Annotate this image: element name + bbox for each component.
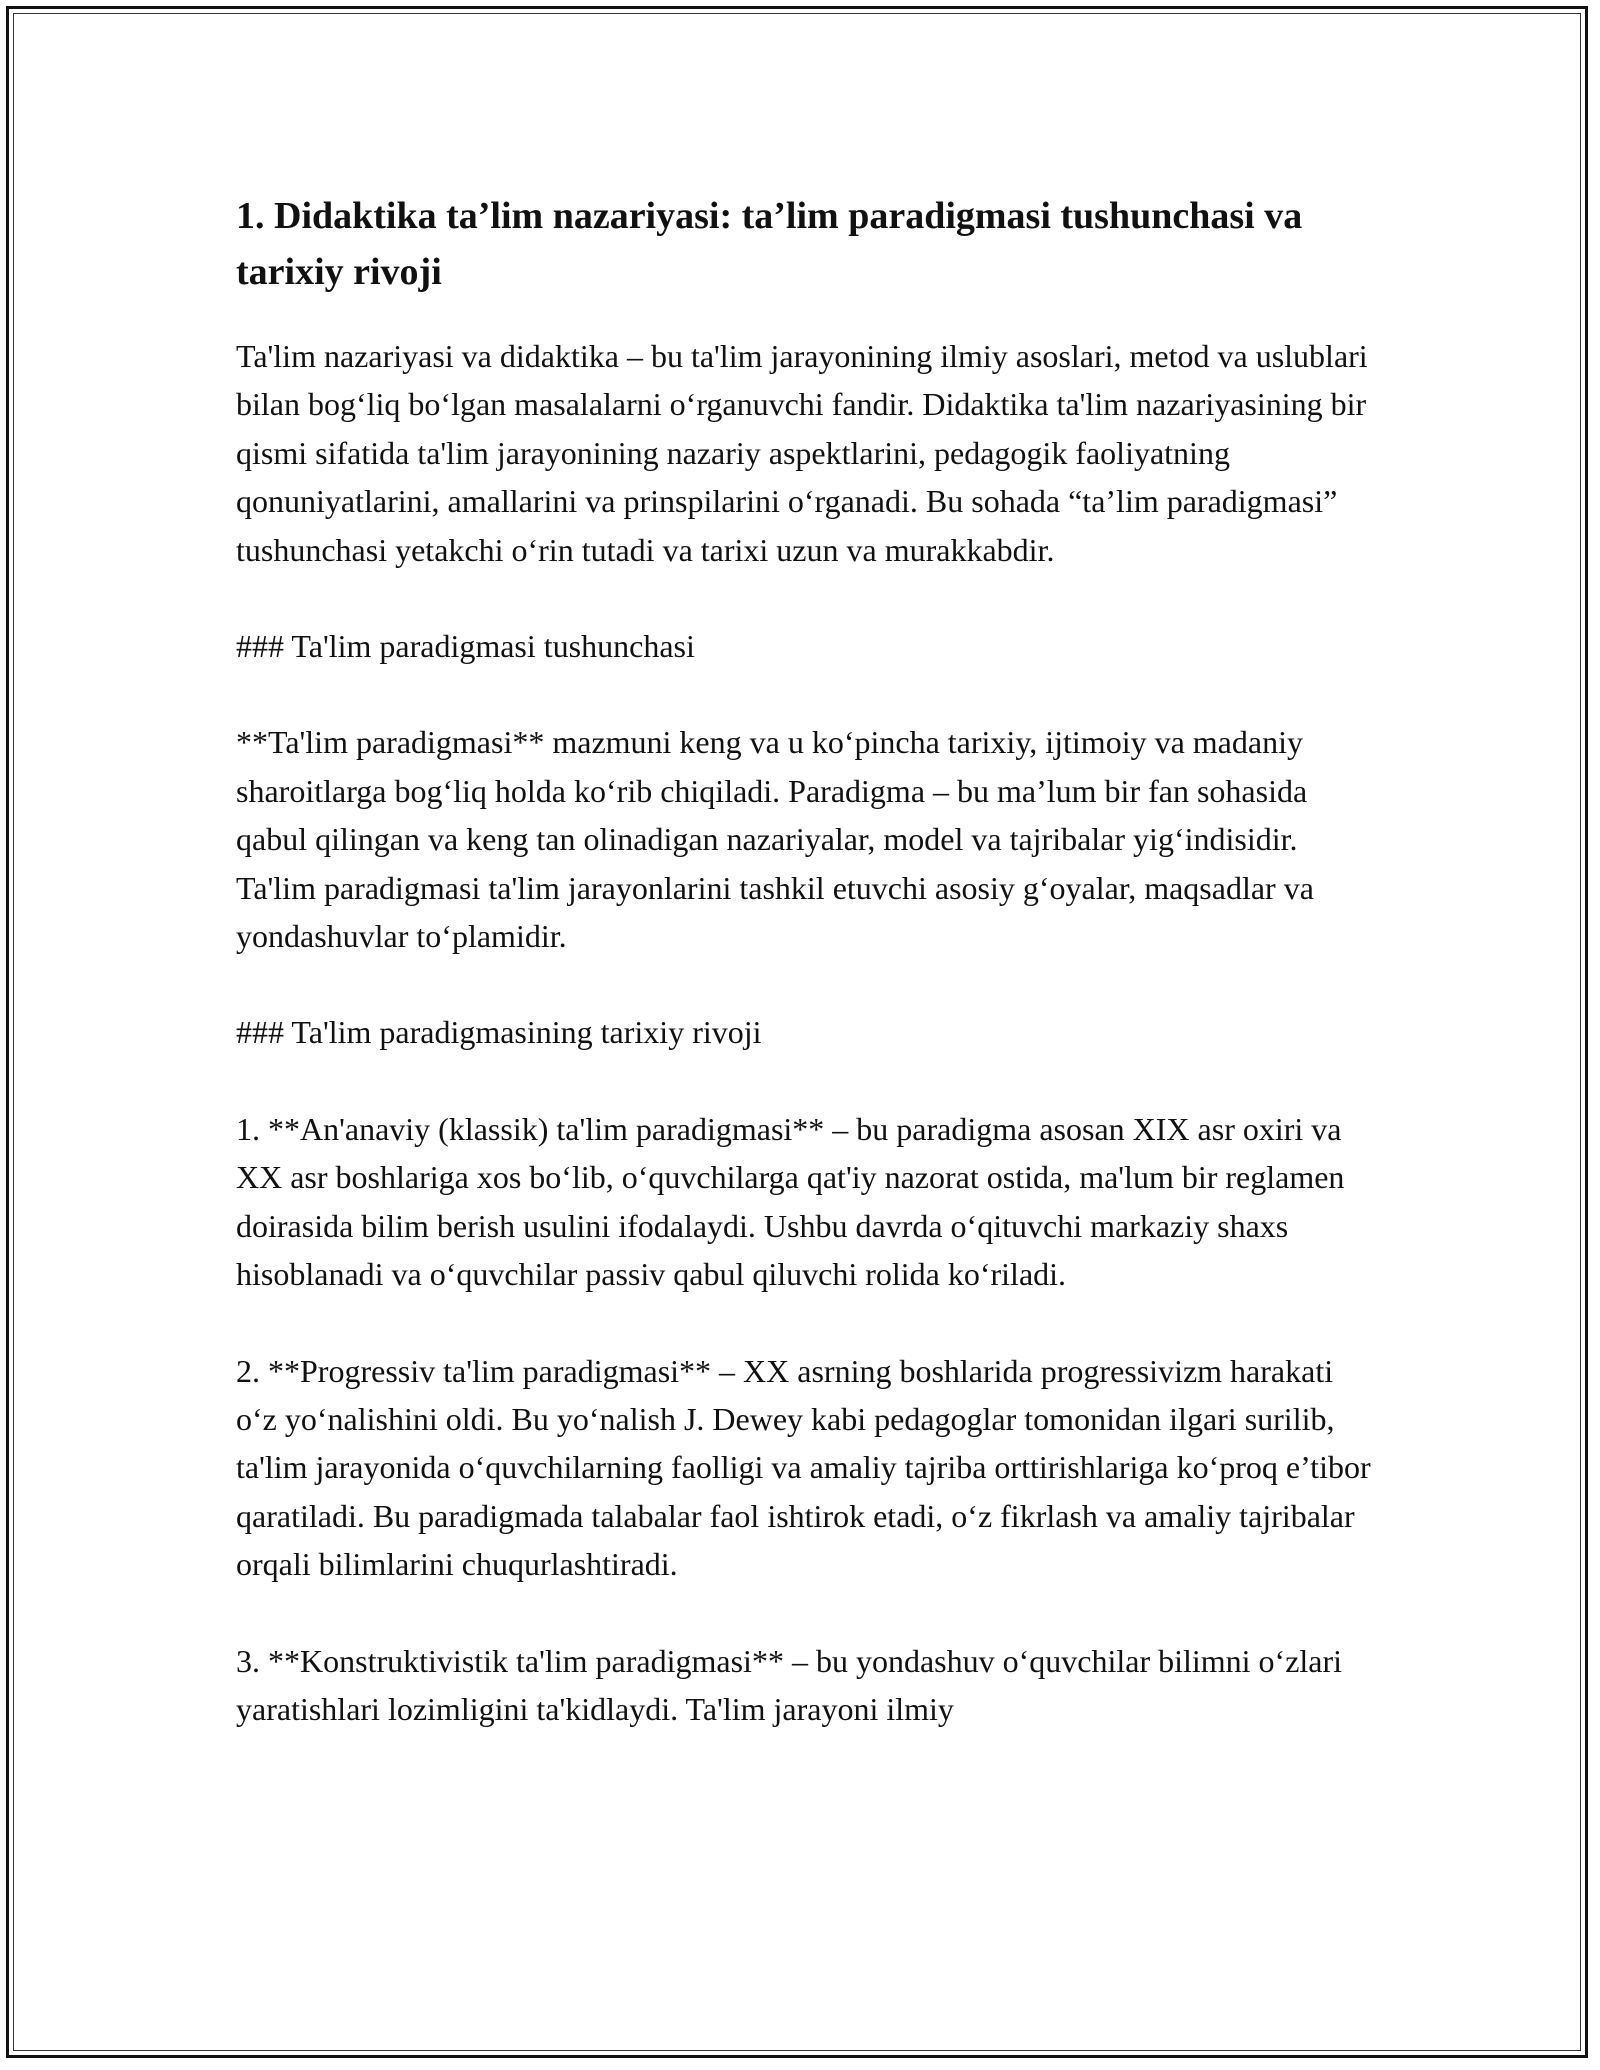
list-item-progressive: 2. **Progressiv ta'lim paradigmasi** – XX asrning boshlarida progressivizm harakati o‘z yo‘nalishini oldi. Bu yo‘nalish J. Dewey kabi pedagoglar tomonidan ilgari surilib, ta'lim jarayonida o‘quvchilarning faolligi va amaliy tajriba orttirishlariga ko‘proq e’tibor qaratiladi. Bu paradigmada talabalar faol ishtirok etadi, o‘z fikrlash va amaliy tajribalar orqali bilimlarini chuqurlashtiradi. (236, 1352, 1371, 1583)
list-item-constructivist: 3. **Konstruktivistik ta'lim paradigmasi** – bu yondashuv o‘quvchilar bilimni o‘zlari yaratishlari lozimligini ta'kidlaydi. Ta'lim jarayoni ilmiy (236, 1642, 1343, 1727)
list-item-traditional: 1. **An'anaviy (klassik) ta'lim paradigmasi** – bu paradigma asosan XIX asr oxiri va XX asr boshlariga xos bo‘lib, o‘quvchilarga qat'iy nazorat ostida, ma'lum bir reglamen doirasida bilim berish usulini ifodalaydi. Ushbu davrda o‘qituvchi markaziy shaxs hisoblanadi va o‘quvchilar passiv qabul qiluvchi rolida ko‘riladi. (236, 1110, 1345, 1293)
document-title: 1. Didaktika ta’lim nazariyasi: ta’lim paradigmasi tushunchasi va tarixiy rivoji (236, 195, 1303, 293)
section-heading-concept: ### Ta'lim paradigmasi tushunchasi (236, 628, 695, 665)
paragraph-concept: **Ta'lim paradigmasi** mazmuni keng va u ko‘pincha tarixiy, ijtimoiy va madaniy sharoitlarga bog‘liq holda ko‘rib chiqiladi. Paradigma – bu ma’lum bir fan sohasida qabul qilingan va keng tan olinadigan nazariyalar, model va tajribalar yig‘indisidir. Ta'lim paradigmasi ta'lim jarayonlarini tashkil etuvchi asosiy g‘oyalar, maqsadlar va yondashuvlar to‘plamidir. (236, 724, 1314, 955)
section-heading-history: ### Ta'lim paradigmasining tarixiy rivoji (236, 1014, 762, 1051)
document-body (236, 188, 1376, 1781)
paragraph-intro: Ta'lim nazariyasi va didaktika – bu ta'lim jarayonining ilmiy asoslari, metod va uslublari bilan bog‘liq bo‘lgan masalalarni o‘rganuvchi fandir. Didaktika ta'lim nazariyasining bir qismi sifatida ta'lim jarayonining nazariy aspektlarini, pedagogik faoliyatning qonuniyatlarini, amallarini va prinspilarini o‘rganadi. Bu sohada “ta’lim paradigmasi” tushunchasi yetakchi o‘rin tutadi va tarixi uzun va murakkabdir. (236, 338, 1368, 568)
